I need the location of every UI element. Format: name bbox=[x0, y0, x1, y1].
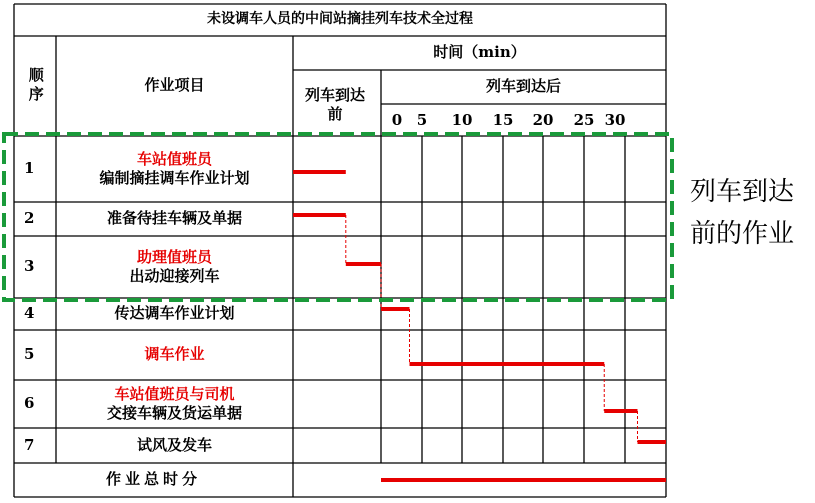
row-number: 6 bbox=[24, 394, 35, 413]
row-number: 7 bbox=[24, 435, 35, 454]
task-cell bbox=[56, 202, 293, 236]
task-name: 试风及发车 bbox=[136, 435, 212, 454]
tick-label: 10 bbox=[451, 111, 473, 130]
task-role: 助理值班员 bbox=[136, 247, 212, 266]
task-role: 车站值班员 bbox=[136, 149, 212, 168]
row-number: 3 bbox=[24, 257, 35, 276]
task-cell bbox=[56, 236, 293, 298]
tick-label: 15 bbox=[492, 111, 514, 130]
task-name: 出动迎接列车 bbox=[129, 267, 220, 285]
before-arrival-note: 列车到达前的作业 bbox=[690, 177, 795, 249]
tick-label: 0 bbox=[391, 111, 403, 130]
before-arrival-header: 列车到达前 bbox=[304, 85, 365, 123]
time-header: 时间（min） bbox=[433, 43, 526, 62]
tick-label: 30 bbox=[604, 111, 626, 130]
diagram-title: 未设调车人员的中间站摘挂列车技术全过程 bbox=[207, 10, 473, 27]
task-cell bbox=[56, 428, 293, 463]
task-cell bbox=[56, 136, 293, 202]
item-header: 作业项目 bbox=[144, 76, 205, 95]
task-cell bbox=[56, 298, 293, 330]
task-name: 编制摘挂调车作业计划 bbox=[99, 169, 250, 187]
tick-label: 25 bbox=[573, 111, 595, 130]
task-cell bbox=[56, 380, 293, 428]
row-number: 4 bbox=[24, 304, 35, 323]
seq-header: 顺序 bbox=[26, 67, 45, 105]
task-cell bbox=[56, 330, 293, 380]
total-time-label: 作业总时分 bbox=[105, 470, 201, 489]
tick-label: 20 bbox=[532, 111, 554, 130]
task-name: 交接车辆及货运单据 bbox=[106, 404, 242, 422]
task-role: 车站值班员与司机 bbox=[114, 384, 235, 403]
tick-label: 5 bbox=[416, 111, 428, 130]
row-number: 5 bbox=[24, 345, 35, 364]
after-arrival-header: 列车到达后 bbox=[485, 77, 561, 96]
row-number: 1 bbox=[24, 159, 35, 178]
row-number: 2 bbox=[24, 209, 35, 228]
task-role: 调车作业 bbox=[144, 345, 205, 364]
task-name: 传达调车作业计划 bbox=[114, 304, 235, 323]
task-name: 准备待挂车辆及单据 bbox=[106, 209, 242, 228]
